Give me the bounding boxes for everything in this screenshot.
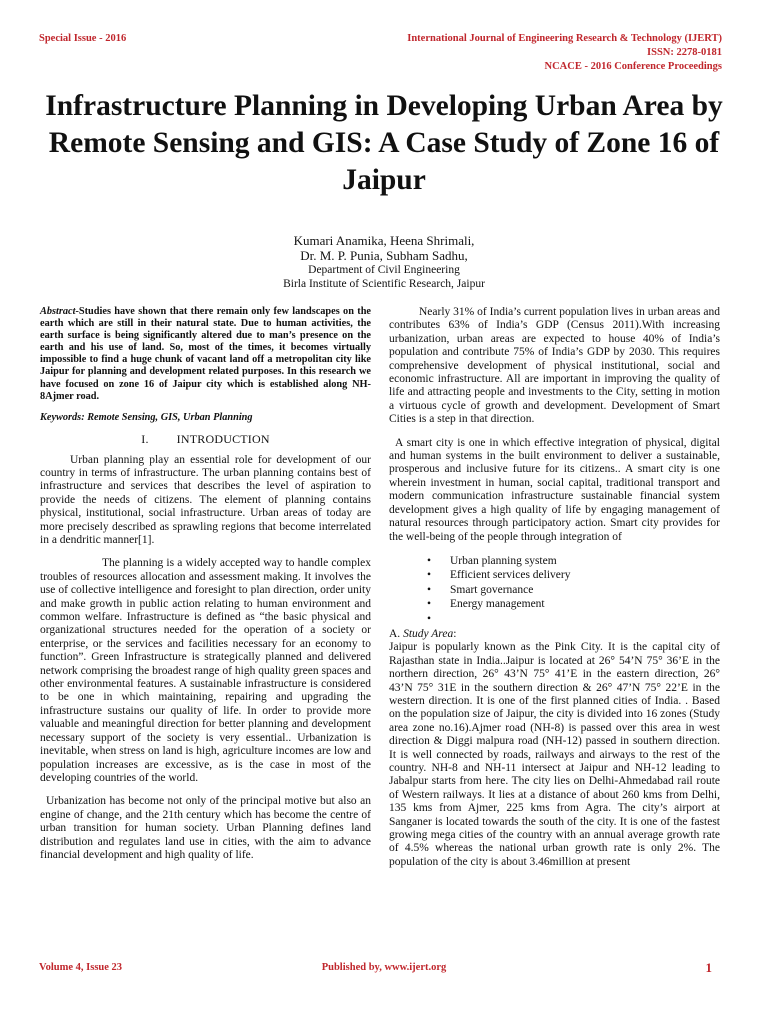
subsection-title: Study Area bbox=[403, 627, 454, 640]
journal-issn: ISSN: 2278-0181 bbox=[647, 47, 722, 58]
bullet-icon: • bbox=[427, 612, 432, 625]
list-item: • Efficient services delivery bbox=[427, 569, 571, 582]
right-column bbox=[389, 306, 720, 869]
bullet-icon: • bbox=[427, 598, 432, 611]
intro-paragraph-3: Urbanization has become not only of the principal motive but also an engine of change, and the 21th century which has become the centre of urban transition for human society. Urban Planning defines land distribution and regulates land use in cities, with the aim to advance financial development and high quality of life. bbox=[40, 795, 371, 861]
paper-title: Infrastructure Planning in Developing Urban Area by Remote Sensing and GIS: A Case Study of Zone 16 of Jaipur bbox=[45, 90, 723, 196]
subsection-number: A. bbox=[389, 627, 401, 640]
section-heading-introduction bbox=[40, 433, 371, 446]
list-item: • Urban planning system bbox=[427, 554, 557, 567]
volume-issue: Volume 4, Issue 23 bbox=[39, 962, 123, 973]
authors-line-2: Dr. M. P. Punia, Subham Sadhu, bbox=[300, 248, 468, 263]
section-title: INTRODUCTION bbox=[176, 432, 270, 447]
journal-header bbox=[407, 32, 722, 74]
journal-issue-label: Special Issue - 2016 bbox=[39, 33, 127, 44]
intro-paragraph-1: Urban planning play an essential role for development of our country in terms of infrastructure. The urban planning contains best of infrastructure and services that describes the level of aspiration to provide the needs of citizens. The element of planning contains physical, institutional, social infrastructure. Urban areas of today are more precisely described as sprawling regions that become interrelated in a dendritic manner[1]. bbox=[40, 453, 371, 546]
subsection-heading-study-area: A. Study Area: bbox=[389, 627, 457, 640]
authors-line-1: Kumari Anamika, Heena Shrimali, bbox=[293, 233, 475, 248]
institute: Birla Institute of Scientific Research, Jaipur bbox=[283, 278, 485, 290]
left-column bbox=[40, 306, 371, 862]
journal-name: International Journal of Engineering Research & Technology (IJERT) bbox=[407, 33, 722, 44]
department: Department of Civil Engineering bbox=[308, 264, 460, 276]
section-number: I. bbox=[141, 432, 149, 447]
list-item: • Smart governance bbox=[427, 583, 534, 596]
conference-proceedings: NCACE - 2016 Conference Proceedings bbox=[544, 61, 722, 72]
list-item: • Energy management bbox=[427, 598, 545, 611]
abstract bbox=[40, 306, 371, 403]
keywords: Keywords: Remote Sensing, GIS, Urban Planning bbox=[40, 411, 253, 423]
bullet-icon: • bbox=[427, 583, 432, 596]
abstract-label: Abstract- bbox=[40, 306, 79, 317]
body-paragraph-1: Nearly 31% of India’s current population lives in urban areas and contributes 63% of India’s GDP (Census 2011).With increasing urbanization, urban areas are expected to house 40% of India’s population and contribute 75% of India’s GDP by 2030. This requires comprehensive development of physical institutional, social and economic infrastructure. All are important in improving the quality of life and attracting people and investments to the City, setting in motion a virtuous cycle of growth and development. Development of Smart Cities is a step in that direction. bbox=[389, 306, 720, 426]
abstract-text: Studies have shown that there remain only few landscapes on the earth which are still in their natural state. Due to human activities, the earth surface is being significantly altered due to man’s presence on the earth and his use of land. So, most of the times, it becomes virtually impossible to find a huge chunk of vacant land off a metropolitan city like Jaipur for planning and development related purposes. In this research we have focused on zone 16 of Jaipur city which is established along NH-8Ajmer road. bbox=[40, 306, 371, 402]
integration-list bbox=[389, 554, 720, 626]
bullet-icon: • bbox=[427, 554, 432, 567]
bullet-icon: • bbox=[427, 569, 432, 582]
publisher-link[interactable]: Published by, www.ijert.org bbox=[321, 962, 447, 973]
list-item bbox=[389, 612, 720, 626]
page-number: 1 bbox=[705, 960, 712, 975]
study-area-paragraph: Jaipur is popularly known as the Pink City. It is the capital city of Rajasthan state in India..Jaipur is located at 26° 54’N 75° 36’E in the northern direction, 26° 43’N 75° 41’E in the eastern direction, 26° 43’N 75° 31E in the southern direction & 26° 47’N 75° 22’E in the western direction. It is one of the first planned cities of India. . Based on the population size of Jaipur, the city is divided into 16 zones (Study area zone no.16).Ajmer road (NH-8) is passed over this area in west direction & Diggi malpura road (NH-12) passed in southern direction. It is well connected by roads, railways and airways to the rest of the country. NH-8 and NH-11 intersect at Jaipur and NH-12 leading to Jabalpur starts from here. The city lies on Delhi-Ahmedabad rail route of Western railways. It lies at a distance of about 260 kms from Delhi, 135 kms from Ajmer, 225 kms from Agra. The city’s airport at Sanganer is located towards the south of the city. It is one of the fastest growing mega cities of the country with an annual average growth rate of 4.5% whereas the national urban growth rate is only 2%. The population of the city is about 3.46million at present bbox=[389, 641, 720, 868]
intro-paragraph-2: The planning is a widely accepted way to handle complex troubles of resources allocation and assessment making. It involves the use of collective intelligence and foresight to plan direction, order unity and make growth in public action relating to human environment and common welfare. Infrastructure is defined as “the basic physical and organizational structures needed for the operation of a society or enterprise, or the services and facilities necessary for an economy to function”. Green Infrastructure is strategically planned and delivered network comprising the broadest range of high quality green spaces and other environmental features. A sustainable infrastructure is considered to be one in which maintaining, repairing and upgrading the infrastructure sustains our quality of life. In order to provide more valuable and meaningful direction for better planning and development necessary support of the society is very essential.. Urbanization is inevitable, when stress on land is high, agriculture incomes are low and population increases are excessive, as is the case in most of the developing countries of the world. bbox=[40, 557, 371, 784]
body-paragraph-2: A smart city is one in which effective integration of physical, digital and human systems in the built environment to deliver a sustainable, prosperous and inclusive future for its citizens.. A smart city is one wherein investment in human, social capital, traditional transport and modern communication infrastructure sustainable financial system development gives a high quality of life by engaging management of natural resources through participatory action. Smart city provides for the well-being of the people through integration of bbox=[389, 436, 720, 543]
